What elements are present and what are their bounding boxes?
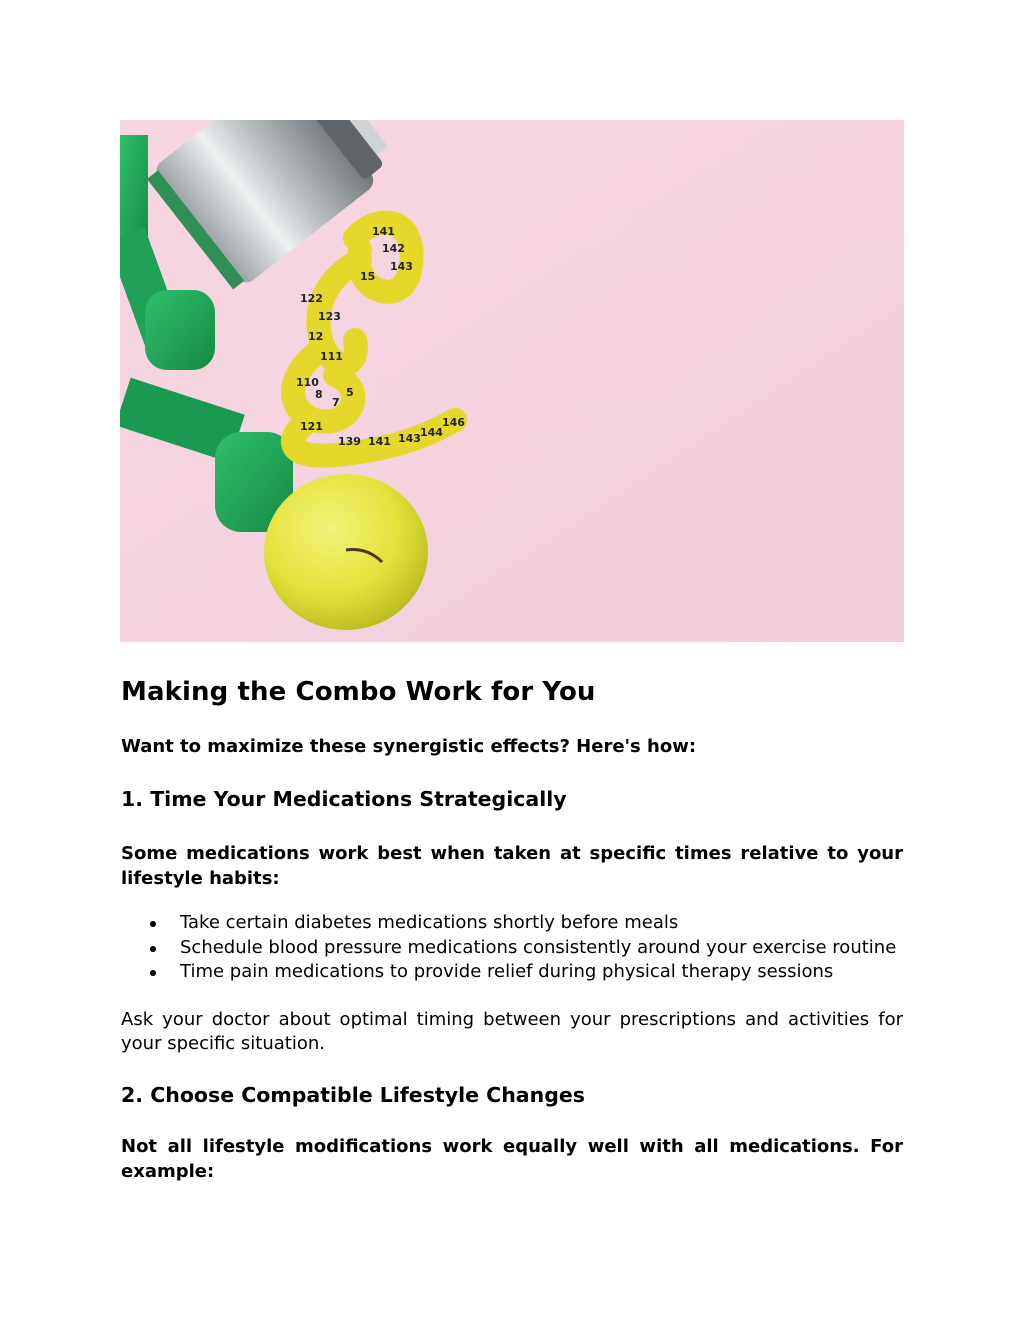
- svg-text:144: 144: [420, 426, 443, 439]
- svg-text:142: 142: [382, 242, 405, 255]
- svg-text:110: 110: [296, 376, 319, 389]
- section-2-intro: Not all lifestyle modifications work equally well with all medications. For example:: [121, 1135, 903, 1182]
- svg-text:12: 12: [308, 330, 324, 343]
- section-1-heading: 1. Time Your Medications Strategically: [121, 787, 567, 811]
- lead-paragraph: Want to maximize these synergistic effects? Here's how:: [121, 736, 697, 757]
- list-item: Schedule blood pressure medications consistently around your exercise routine: [180, 936, 903, 961]
- apple: [264, 474, 428, 630]
- svg-text:143: 143: [398, 432, 421, 445]
- section-1-intro: Some medications work best when taken at specific times relative to your lifestyle habits:: [121, 843, 903, 889]
- svg-text:146: 146: [442, 416, 465, 429]
- svg-text:123: 123: [318, 310, 341, 323]
- list-item: Time pain medications to provide relief during physical therapy sessions: [180, 960, 903, 985]
- section-1-list: [121, 911, 903, 985]
- svg-text:8: 8: [315, 388, 323, 401]
- article: [121, 672, 903, 1184]
- article-title: Making the Combo Work for You: [121, 677, 596, 707]
- svg-text:141: 141: [372, 225, 395, 238]
- fitness-flatlay-image: [120, 120, 904, 642]
- svg-text:139: 139: [338, 435, 361, 448]
- svg-text:121: 121: [300, 420, 323, 433]
- section-2-heading: 2. Choose Compatible Lifestyle Changes: [121, 1082, 585, 1107]
- svg-text:111: 111: [320, 350, 343, 363]
- svg-text:143: 143: [390, 260, 413, 273]
- bullet-icon: [150, 921, 156, 927]
- hero-image: [120, 120, 904, 642]
- bullet-icon: [150, 970, 156, 976]
- list-item: Take certain diabetes medications shortly before meals: [180, 911, 903, 936]
- svg-text:122: 122: [300, 292, 323, 305]
- svg-text:141: 141: [368, 435, 391, 448]
- svg-text:15: 15: [360, 270, 376, 283]
- section-1-note: Ask your doctor about optimal timing between your prescriptions and activities for your specific situation.: [121, 1008, 903, 1054]
- svg-text:7: 7: [332, 396, 340, 409]
- bullet-icon: [150, 946, 156, 952]
- svg-text:5: 5: [346, 386, 354, 399]
